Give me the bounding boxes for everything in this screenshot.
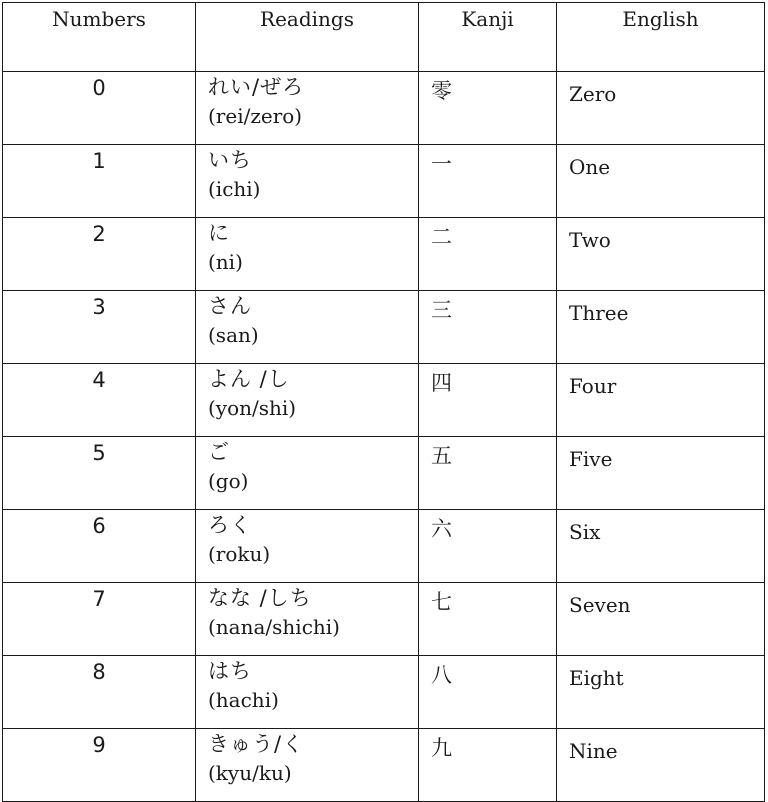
kana-reading: ろく (208, 513, 252, 537)
kana-reading: よん /し (208, 367, 290, 391)
table-body (3, 72, 765, 802)
kanji-cell: 二 (419, 218, 557, 291)
romaji-reading: (yon/shi) (208, 396, 297, 420)
kana-reading: れい/ぜろ (208, 75, 305, 99)
header-english: English (557, 3, 765, 72)
reading-cell (196, 291, 419, 364)
kanji-cell: 一 (419, 145, 557, 218)
romaji-reading: (roku) (208, 542, 271, 566)
english-cell: One (557, 145, 765, 218)
number-cell: 2 (3, 218, 196, 291)
reading-cell (196, 729, 419, 802)
number-cell: 7 (3, 583, 196, 656)
romaji-reading: (hachi) (208, 688, 279, 712)
table-row (3, 437, 765, 510)
reading-cell (196, 656, 419, 729)
reading-cell (196, 437, 419, 510)
reading-cell (196, 583, 419, 656)
english-cell: Eight (557, 656, 765, 729)
kanji-cell: 六 (419, 510, 557, 583)
table-row (3, 291, 765, 364)
english-cell: Zero (557, 72, 765, 145)
table-row (3, 583, 765, 656)
table-row (3, 364, 765, 437)
number-cell: 6 (3, 510, 196, 583)
header-kanji: Kanji (419, 3, 557, 72)
kana-reading: ご (208, 440, 230, 464)
reading-cell (196, 145, 419, 218)
reading-cell (196, 218, 419, 291)
kanji-cell: 七 (419, 583, 557, 656)
table-row (3, 72, 765, 145)
number-cell: 1 (3, 145, 196, 218)
header-numbers: Numbers (3, 3, 196, 72)
number-cell: 3 (3, 291, 196, 364)
kanji-cell: 四 (419, 364, 557, 437)
kana-reading: に (208, 221, 230, 245)
romaji-reading: (san) (208, 323, 259, 347)
number-cell: 0 (3, 72, 196, 145)
kana-reading: さん (208, 294, 252, 318)
kanji-cell: 三 (419, 291, 557, 364)
reading-cell (196, 364, 419, 437)
table-row (3, 145, 765, 218)
kanji-cell: 五 (419, 437, 557, 510)
romaji-reading: (ichi) (208, 177, 261, 201)
english-cell: Two (557, 218, 765, 291)
reading-cell (196, 72, 419, 145)
kanji-cell: 八 (419, 656, 557, 729)
kana-reading: いち (208, 148, 252, 172)
english-cell: Five (557, 437, 765, 510)
kanji-cell: 九 (419, 729, 557, 802)
english-cell: Three (557, 291, 765, 364)
kana-reading: はち (208, 659, 252, 683)
romaji-reading: (nana/shichi) (208, 615, 340, 639)
english-cell: Four (557, 364, 765, 437)
kana-reading: なな /しち (208, 586, 312, 610)
english-cell: Seven (557, 583, 765, 656)
romaji-reading: (kyu/ku) (208, 761, 292, 785)
table-row (3, 729, 765, 802)
number-cell: 8 (3, 656, 196, 729)
english-cell: Nine (557, 729, 765, 802)
romaji-reading: (ni) (208, 250, 243, 274)
kana-reading: きゅう/く (208, 732, 305, 756)
table-row (3, 218, 765, 291)
kanji-cell: 零 (419, 72, 557, 145)
numbers-table (2, 2, 765, 802)
header-readings: Readings (196, 3, 419, 72)
romaji-reading: (go) (208, 469, 249, 493)
reading-cell (196, 510, 419, 583)
number-cell: 9 (3, 729, 196, 802)
number-cell: 5 (3, 437, 196, 510)
romaji-reading: (rei/zero) (208, 104, 303, 128)
header-row (3, 3, 765, 72)
number-cell: 4 (3, 364, 196, 437)
table-row (3, 656, 765, 729)
english-cell: Six (557, 510, 765, 583)
table-row (3, 510, 765, 583)
